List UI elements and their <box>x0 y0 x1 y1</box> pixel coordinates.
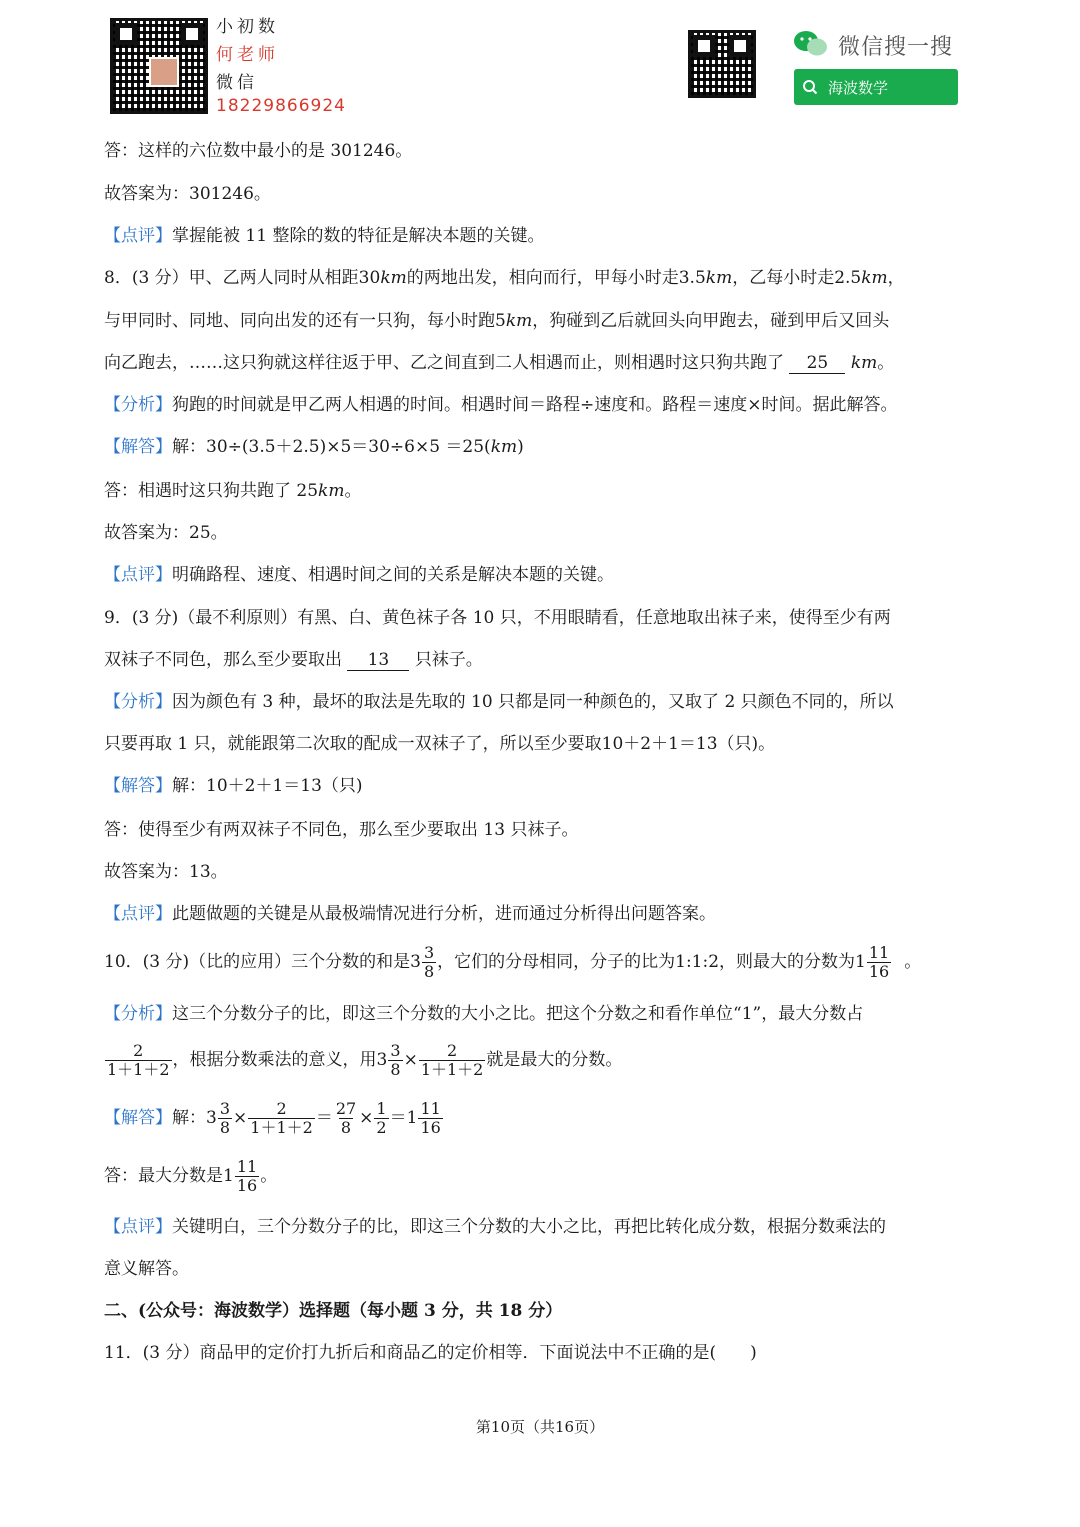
comment-line <box>104 1217 886 1237</box>
text: × <box>359 1108 374 1128</box>
solution-line <box>104 1100 444 1137</box>
answer-line: 答：使得至少有两双袜子不同色，那么至少要取出 13 只袜子。 <box>104 820 579 840</box>
question-8-line-3 <box>104 353 894 374</box>
answer-blank: 25 <box>789 353 845 374</box>
question-8-line-2 <box>104 311 889 331</box>
fraction <box>418 1100 442 1137</box>
question-10-line <box>104 944 921 981</box>
text: ，根据分数乘法的意义，用 <box>172 1050 377 1070</box>
text: 。 <box>904 952 922 972</box>
text: 解： <box>172 1108 206 1128</box>
page-footer: 第10页（共16页） <box>475 1418 605 1436</box>
question-8-line-1 <box>104 268 905 288</box>
unit: km <box>705 268 733 288</box>
text: 双袜子不同色，那么至少要取出 <box>104 650 342 670</box>
numerator: 3 <box>219 1099 231 1118</box>
denominator: 16 <box>420 1118 441 1137</box>
final-answer-line: 故答案为：13。 <box>104 862 228 882</box>
text: ，乙每小时走 <box>732 268 835 288</box>
text: 解：10＋2＋1＝13（只) <box>172 776 363 796</box>
text: 此题做题的关键是从最极端情况进行分析，进而通过分析得出问题答案。 <box>172 904 716 924</box>
text: 解：30÷(3.5＋2.5)×5＝30÷6×5 ＝25( <box>172 437 491 457</box>
answer-line <box>104 481 361 501</box>
numerator: 2 <box>133 1041 144 1060</box>
fraction <box>248 1100 315 1137</box>
fraction <box>867 944 891 981</box>
text: × <box>233 1108 248 1128</box>
analysis-line-2: 只要再取 1 只，就能跟第二次取的配成一双袜子了，所以至少要取10＋2＋1＝13（只)。 <box>104 734 776 754</box>
text: 1 <box>855 952 866 972</box>
denominator: 8 <box>390 1060 401 1079</box>
handwritten-line-3: 微信 <box>216 73 258 93</box>
handwritten-phone: 18229866924 <box>216 96 346 116</box>
text: 就是最大的分数。 <box>486 1050 623 1070</box>
comment-line-2: 意义解答。 <box>104 1259 189 1279</box>
question-9-line-1: 9．(3 分)（最不利原则）有黑、白、黄色袜子各 10 只，不用眼睛看，任意地取出袜子来，使得至少有两 <box>104 608 891 628</box>
comment-tag: 【点评】 <box>104 904 172 924</box>
text: 狗跑的时间就是甲乙两人相遇的时间。相遇时间＝路程÷速度和。路程＝速度×时间。据此解答。 <box>172 395 898 415</box>
numerator: 2 <box>446 1041 458 1060</box>
text: 。 <box>877 353 895 373</box>
text: 3 <box>206 1108 217 1128</box>
wechat-icon <box>793 30 829 58</box>
fraction <box>422 944 436 981</box>
text: 3.5 <box>678 268 706 288</box>
denominator: 1＋1＋2 <box>250 1118 313 1137</box>
fraction <box>388 1042 402 1079</box>
text: ， <box>887 268 905 288</box>
analysis-tag: 【分析】 <box>104 692 172 712</box>
comment-line <box>104 226 544 246</box>
denominator: 2 <box>376 1118 387 1137</box>
text: 与甲同时、同地、同向出发的还有一只狗，每小时跑 <box>104 311 495 331</box>
text: 因为颜色有 3 种，最坏的取法是先取的 10 只都是同一种颜色的，又取了 2 只颜色不同的，所以 <box>172 692 894 712</box>
unit: km <box>505 311 533 331</box>
text: 向乙跑去，……这只狗就这样往返于甲、乙之间直到二人相遇而止，则相遇时这只狗共跑了 <box>104 353 784 373</box>
wechat-search-box[interactable] <box>794 69 958 105</box>
text: 。 <box>344 481 362 501</box>
fraction <box>235 1158 259 1195</box>
text-line: 答：这样的六位数中最小的是 301246。 <box>104 141 413 161</box>
text: 。 <box>260 1166 278 1186</box>
text: 8．(3 分）甲、乙两人同时从相距 <box>104 268 359 288</box>
analysis-line-2 <box>104 1042 622 1079</box>
numerator: 3 <box>390 1041 401 1060</box>
fraction <box>419 1042 486 1079</box>
numerator: 11 <box>420 1099 441 1118</box>
unit: km <box>850 353 878 373</box>
qr-code-left <box>110 18 208 114</box>
handwritten-line-2: 何老师 <box>216 45 279 65</box>
text: ) <box>517 437 524 457</box>
fraction <box>105 1042 172 1079</box>
text: 3 <box>410 952 421 972</box>
final-answer-line: 故答案为：25。 <box>104 523 228 543</box>
denominator: 8 <box>423 962 435 981</box>
numerator: 11 <box>236 1157 258 1176</box>
solution-tag: 【解答】 <box>104 776 172 796</box>
text: 只袜子。 <box>414 650 483 670</box>
text: ＝ <box>315 1108 333 1128</box>
answer-line <box>104 1158 277 1195</box>
fraction <box>334 1100 358 1137</box>
denominator: 1＋1＋2 <box>420 1060 484 1079</box>
text: 明确路程、速度、相遇时间之间的关系是解决本题的关键。 <box>172 565 614 585</box>
text: 10．(3 分)（比的应用）三个分数的和是 <box>104 952 411 972</box>
fraction <box>374 1100 388 1137</box>
qr-code-right <box>688 30 756 98</box>
text: ，狗碰到乙后就回头向甲跑去，碰到甲后又回头 <box>532 311 890 331</box>
comment-tag: 【点评】 <box>104 1217 172 1237</box>
text: 关键明白，三个分数分子的比，即这三个分数的大小之比，再把比转化成分数，根据分数乘法的 <box>172 1217 886 1237</box>
denominator: 16 <box>236 1176 258 1195</box>
unit: km <box>861 268 888 288</box>
numerator: 2 <box>276 1099 287 1118</box>
answer-blank: 13 <box>347 650 409 671</box>
denominator: 8 <box>219 1118 231 1137</box>
unit: km <box>380 268 407 288</box>
denominator: 16 <box>868 962 890 981</box>
numerator: 27 <box>335 1099 357 1118</box>
avatar <box>149 57 179 87</box>
solution-tag: 【解答】 <box>104 1108 172 1128</box>
analysis-line <box>104 1004 863 1024</box>
text: 2.5 <box>834 268 862 288</box>
text: 的两地出发，相向而行，甲每小时走 <box>406 268 679 288</box>
unit: km <box>490 437 518 457</box>
search-icon <box>802 79 818 95</box>
text: 30 <box>358 268 381 288</box>
question-9-line-2 <box>104 650 483 671</box>
text: × <box>403 1050 418 1070</box>
section-heading: 二、(公众号：海波数学）选择题（每小题 3 分，共 18 分） <box>104 1301 563 1321</box>
solution-line <box>104 437 524 457</box>
text: 答：相遇时这只狗共跑了 25 <box>104 481 319 501</box>
solution-line <box>104 776 363 796</box>
handwritten-line-1: 小初数 <box>216 17 279 37</box>
text: ，它们的分母相同，分子的比为1:1:2，则最大的分数为 <box>437 952 856 972</box>
analysis-tag: 【分析】 <box>104 395 172 415</box>
numerator: 3 <box>423 943 435 962</box>
comment-tag: 【点评】 <box>104 565 172 585</box>
text: ＝1 <box>389 1108 418 1128</box>
analysis-line <box>104 395 898 415</box>
comment-text: 掌握能被 11 整除的数的特征是解决本题的关键。 <box>172 226 545 246</box>
analysis-line <box>104 692 894 712</box>
text: 5 <box>495 311 506 331</box>
numerator: 1 <box>376 1099 387 1118</box>
text-line: 故答案为：301246。 <box>104 184 271 204</box>
unit: km <box>318 481 345 501</box>
comment-line <box>104 904 716 924</box>
comment-line <box>104 565 614 585</box>
comment-tag: 【点评】 <box>104 226 172 246</box>
solution-tag: 【解答】 <box>104 437 172 457</box>
wechat-search-title: 微信搜一搜 <box>838 35 954 60</box>
analysis-tag: 【分析】 <box>104 1004 172 1024</box>
text: 答：最大分数是1 <box>104 1166 234 1186</box>
denominator: 8 <box>340 1118 352 1137</box>
text: 3 <box>376 1050 388 1070</box>
denominator: 1＋1＋2 <box>107 1060 170 1079</box>
text: 这三个分数分子的比，即这三个分数的大小之比。把这个分数之和看作单位“1”，最大分数占 <box>172 1004 864 1024</box>
wechat-search-label: 海波数学 <box>828 78 889 97</box>
numerator: 11 <box>868 943 890 962</box>
question-11-line: 11．(3 分）商品甲的定价打九折后和商品乙的定价相等．下面说法中不正确的是( ) <box>104 1343 757 1363</box>
fraction <box>218 1100 232 1137</box>
